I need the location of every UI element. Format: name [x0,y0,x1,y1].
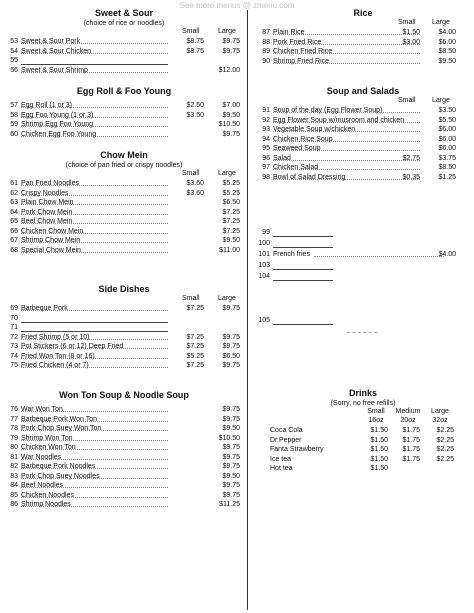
price-large: $6.50 [222,352,240,360]
menu-item [0,120,248,130]
menu-item [252,47,474,57]
large-header: Large [218,295,236,302]
item-number: 89 [262,48,270,55]
price-large: $9.75 [222,444,240,451]
item-number: 88 [262,38,270,46]
menu-item [0,304,248,314]
item-number: 72 [10,333,18,341]
item-number: 103 [258,262,270,269]
menu-item [0,56,248,66]
item-number: 94 [262,135,270,143]
section-title: Egg Roll & Foo Young [76,86,172,96]
menu-item [0,491,248,501]
item-name: Salad [273,154,291,162]
item-number: 80 [10,444,18,451]
price-large: $5.25 [222,189,240,197]
item-name: Pan Fried Noodles [21,180,79,187]
item-number: 85 [10,491,18,499]
price-large: $11.00 [219,246,240,254]
price-medium: $1.75 [402,446,420,453]
price-header [252,19,474,28]
large-header: Large [218,28,236,35]
section-title: Side Dishes [98,284,150,294]
item-price: $4.00 [438,251,456,258]
item-name: Barbeque Pork [21,305,68,312]
item-name: Pot Stickers (6 or 12) Deep Fried [21,343,124,350]
price-large: $6.00 [438,145,456,152]
item-number: 65 [10,218,18,225]
price-small: $7.25 [186,305,204,312]
menu-item [0,246,248,256]
menu-item [252,28,474,38]
price-large: $9.75 [222,343,240,350]
item-number: 62 [10,189,18,197]
menu-item [0,424,248,434]
price-medium: $1.75 [402,427,420,434]
item-number: 105 [258,317,270,324]
item-list [0,101,248,139]
price-large: $9.75 [222,463,240,470]
large-header: Large [432,97,450,104]
item-name: Sweet & Sour Pork [21,38,81,45]
price-large: $9.75 [222,406,240,413]
price-small: $3.50 [186,111,204,119]
price-large: $9.50 [222,111,240,119]
price-large: $8.50 [438,164,456,171]
menu-item [0,101,248,111]
section-title: Drinks [348,388,377,398]
extra-item [252,250,474,261]
item-number: 63 [10,199,18,206]
item-list [252,106,474,182]
price-small: $0.35 [402,173,420,181]
price-small: $1.50 [370,436,388,444]
item-number: 98 [262,173,270,181]
menu-item [252,57,474,67]
item-list [252,28,474,66]
price-large: $9.75 [222,362,240,369]
price-small: $1.50 [370,446,388,453]
medium-volume: 20oz [400,417,416,424]
price-large: $7.00 [222,102,240,109]
item-name: Plain Chow Mein [21,199,74,206]
menu-item [0,37,248,47]
item-list [0,304,248,371]
item-name: Pork Chow Mein [21,208,73,216]
drink-item [252,426,474,436]
large-header: Large [218,170,236,177]
item-name: Soup of the day (Egg Flower Soup) [273,107,383,114]
price-large: $9.50 [438,57,456,65]
price-large: $5.25 [222,180,240,187]
item-list [0,37,248,75]
item-name: Seaweed Soup [273,145,321,152]
item-number: 95 [262,145,270,152]
menu-item [0,314,248,324]
section-extra-105 [252,316,474,326]
item-name: Chicken Egg Foo Young [21,130,97,138]
small-header: Small [182,170,200,177]
menu-item [252,154,474,164]
price-large: $12.00 [218,66,240,74]
extra-item [252,272,474,283]
price-large: $7.25 [222,227,240,235]
small-header: Small [398,97,416,104]
menu-item [0,405,248,415]
price-large: $8.50 [438,48,456,55]
item-name: Pork Chop Suey Noodles [21,472,100,480]
price-header [252,97,474,106]
drink-item [252,464,474,474]
price-large: $3.75 [438,154,456,162]
extra-item [252,239,474,250]
item-name: Fried Shrimp (5 or 10) [21,333,90,341]
price-large: $2.25 [436,446,454,453]
section-title: Rice [353,8,373,18]
small-header: Small [367,408,385,415]
menu-item [0,352,248,362]
size-header [252,408,474,417]
section-subtitle: (choice of rice or noodles) [83,20,165,27]
price-small: $1.50 [370,427,388,434]
item-name: Chicken Salad [273,164,319,171]
price-header [0,28,248,37]
large-volume: 32oz [432,417,448,424]
menu-item [0,333,248,343]
menu-item [0,47,248,57]
small-header: Small [398,19,416,26]
item-name: Chicken Fried Rice [273,48,333,55]
price-large: $9.75 [222,491,240,499]
item-name: Shrimp Chow Mein [21,237,81,244]
item-number: 91 [262,107,270,114]
menu-item [252,106,474,116]
menu-item [0,500,248,510]
price-large: $2.25 [436,436,454,444]
menu-item [0,415,248,425]
extras-list [252,228,474,283]
price-small: $3.60 [186,189,204,197]
section-subtitle: (Sorry, no free refills) [330,400,396,407]
price-small: $2.75 [402,154,420,162]
section-soup-salads [252,86,474,182]
section-side-dishes [0,284,248,371]
blank-line [273,324,333,325]
item-number: 97 [262,164,270,171]
item-number: 60 [10,130,18,138]
item-number: 93 [262,126,270,133]
item-name: Sweet & Sour Chicken [21,47,92,55]
item-number: 67 [10,237,18,244]
item-number: 90 [262,57,270,65]
menu-item [252,116,474,126]
item-name: Crispy Noodles [21,189,69,197]
menu-item [0,208,248,218]
item-number: 64 [10,208,18,216]
item-name: Plain Rice [273,29,305,36]
drink-item [252,455,474,465]
item-name: Chicken Noodles [21,491,74,499]
item-name: Shrimp Won Ton [21,434,73,442]
price-large: $5.50 [438,116,456,124]
price-large: $7.25 [222,218,240,225]
item-name: Vegetable Soup w/chicken [273,126,356,133]
price-header [0,170,248,179]
drink-name: Dr.Pepper [270,436,302,444]
price-large: $3.50 [438,107,456,114]
section-rice [252,8,474,66]
section-egg-roll [0,86,248,139]
section-title: Won Ton Soup & Noodle Soup [59,390,189,400]
item-name: Egg Flower Soup w/musroom and chicken [273,116,405,124]
section-drinks [252,388,474,474]
menu-item [0,453,248,463]
item-name: French fries [273,251,310,258]
price-large: $2.25 [436,427,454,434]
item-number: 82 [10,463,18,470]
divider-mark [347,332,377,333]
item-number: 76 [10,406,18,413]
item-name: Chicken Rice Soup [273,135,333,143]
drink-name: Hot tea [270,465,293,472]
item-number: 104 [258,273,270,280]
menu-item [0,66,248,76]
large-header: Large [431,408,449,415]
item-name: Pork Fried Rice [273,38,322,46]
price-large: $6.00 [438,126,456,133]
section-title: Sweet & Sour [94,8,153,18]
list-item [252,316,474,326]
price-small: $2.50 [186,102,204,109]
price-medium: $1.75 [402,436,420,444]
item-name: Barbeque Pork Noodles [21,463,96,470]
price-large: $9.75 [222,453,240,461]
price-small: $3.00 [402,38,420,46]
item-number: 81 [10,453,18,461]
price-small: $7.25 [186,333,204,341]
item-number: 73 [10,343,18,350]
drink-item [252,436,474,446]
menu-item [0,189,248,199]
price-small: $1.50 [402,29,420,36]
item-number: 83 [10,472,18,480]
small-header: Small [182,28,200,35]
menu-item [0,198,248,208]
watermark: See more menus @ zmenu.com [179,1,295,10]
price-small: $7.25 [186,343,204,350]
item-number: 74 [10,352,18,360]
price-large: $10.50 [218,121,240,128]
item-name: Fried Won Ton (8 or 16) [21,352,95,360]
item-name: Beef Chow Mein [21,218,73,225]
section-subtitle: (choice of pan fried or crispy noodles) [65,162,183,169]
item-number: 57 [10,102,18,109]
small-header: Small [182,295,200,302]
item-number: 101 [258,251,270,258]
menu-item [0,217,248,227]
blank-line [273,247,333,248]
price-large: $9.50 [222,237,240,244]
item-number: 77 [10,415,18,423]
item-number: 96 [262,154,270,162]
blank-line [273,269,333,270]
price-large: $6.50 [222,199,240,206]
item-name: Bowl of Salad Dressing [273,173,346,181]
item-name: Beef Noodles [21,482,64,489]
item-number: 55 [10,57,18,64]
extra-item [252,261,474,272]
price-large: $9.75 [222,333,240,341]
item-number: 59 [10,121,18,128]
small-volume: 16oz [368,417,384,424]
price-large: $7.25 [222,208,240,216]
drinks-list [252,426,474,474]
item-name: Shrimp Fried Rice [273,57,330,65]
item-list [0,179,248,255]
item-number: 69 [10,305,18,312]
menu-item [0,111,248,121]
item-name: Chicken Chow Mein [21,227,84,235]
item-number: 79 [10,434,18,442]
extra-item [252,228,474,239]
menu-item [0,323,248,333]
section-extras [252,228,474,283]
price-large: $6.00 [438,135,456,143]
price-small: $3.60 [186,180,204,187]
item-number: 54 [10,47,18,55]
price-large: $9.75 [222,415,240,423]
price-large: $6.00 [438,38,456,46]
price-large: $1.25 [438,173,456,181]
item-number: 61 [10,180,18,187]
menu-item [0,227,248,237]
section-chow-mein [0,150,248,255]
price-small: $1.50 [370,455,388,463]
medium-header: Medium [395,408,421,415]
menu-item [252,173,474,183]
menu-item [0,342,248,352]
item-number: 86 [10,501,18,508]
menu-item [0,443,248,453]
section-title: Soup and Salads [326,86,400,96]
price-large: $2.25 [436,455,454,463]
price-large: $9.75 [222,47,240,55]
item-name: Chicken Won Ton [21,444,76,451]
item-name: Egg Foo Young (1 or 3) [21,111,94,119]
item-number: 100 [258,240,270,247]
large-header: Large [432,19,450,26]
drink-name: Coca Cola [270,427,303,434]
menu-item [0,472,248,482]
item-name: War Won Ton [21,406,63,413]
item-number: 70 [10,314,18,322]
drink-name: Ice tea [270,455,292,463]
section-sweet-sour [0,8,248,75]
menu-item [0,130,248,140]
item-number: 56 [10,66,18,74]
menu-item [0,361,248,371]
price-small: $5.25 [186,352,204,360]
menu-item [0,179,248,189]
item-list [0,405,248,510]
item-name: Barbeque Pork Won Ton [21,415,98,423]
price-large: $11.25 [219,501,240,508]
price-large: $9.75 [222,482,240,489]
item-name: Shrimp Noodles [21,501,71,508]
item-number: 58 [10,111,18,119]
price-large: $9.50 [222,425,240,432]
menu-item [252,135,474,145]
menu-item [0,481,248,491]
item-name: Pork Chop Suey Won Ton [21,425,102,432]
section-won-ton [0,390,248,510]
item-name: Shrimp Egg Foo Young [21,121,93,128]
item-name: Sweet & Sour Shrimp [21,66,88,74]
price-large: $9.75 [222,305,240,312]
item-name: War Noodles [21,453,62,461]
item-number: 78 [10,425,18,432]
menu-item [252,125,474,135]
volume-header [252,417,474,426]
item-number: 92 [262,116,270,124]
price-large: $4.00 [438,29,456,36]
menu-item [0,236,248,246]
drink-item [252,445,474,455]
item-number: 68 [10,246,18,254]
item-number: 87 [262,29,270,36]
item-number: 53 [10,38,18,45]
drink-name: Fanta Strawberry [270,446,324,453]
price-large: $9.75 [222,38,240,45]
item-name: Egg Roll (1 or 3) [21,102,72,109]
item-number: 84 [10,482,18,489]
price-large: $9.50 [222,472,240,480]
blank-line [273,280,333,281]
price-small: $1.50 [370,465,388,472]
item-name: Special Chow Mein [21,246,81,254]
price-small: $8.75 [186,47,204,55]
price-large: $9.75 [222,130,240,138]
menu-item [0,434,248,444]
price-small: $7.25 [186,362,204,369]
item-number: 75 [10,362,18,369]
item-number: 71 [10,324,18,331]
price-large: $10.50 [218,434,240,442]
item-number: 66 [10,227,18,235]
price-header [0,295,248,304]
price-small: $8.75 [186,38,204,45]
price-medium: $1.75 [402,455,420,463]
menu-item [0,462,248,472]
item-name: Fried Chicken (4 or 7) [21,362,89,369]
blank-line [273,236,333,237]
menu-item [252,163,474,173]
menu-item [252,38,474,48]
section-title: Chow Mein [100,150,148,160]
menu-item [252,144,474,154]
item-number: 99 [262,229,270,236]
